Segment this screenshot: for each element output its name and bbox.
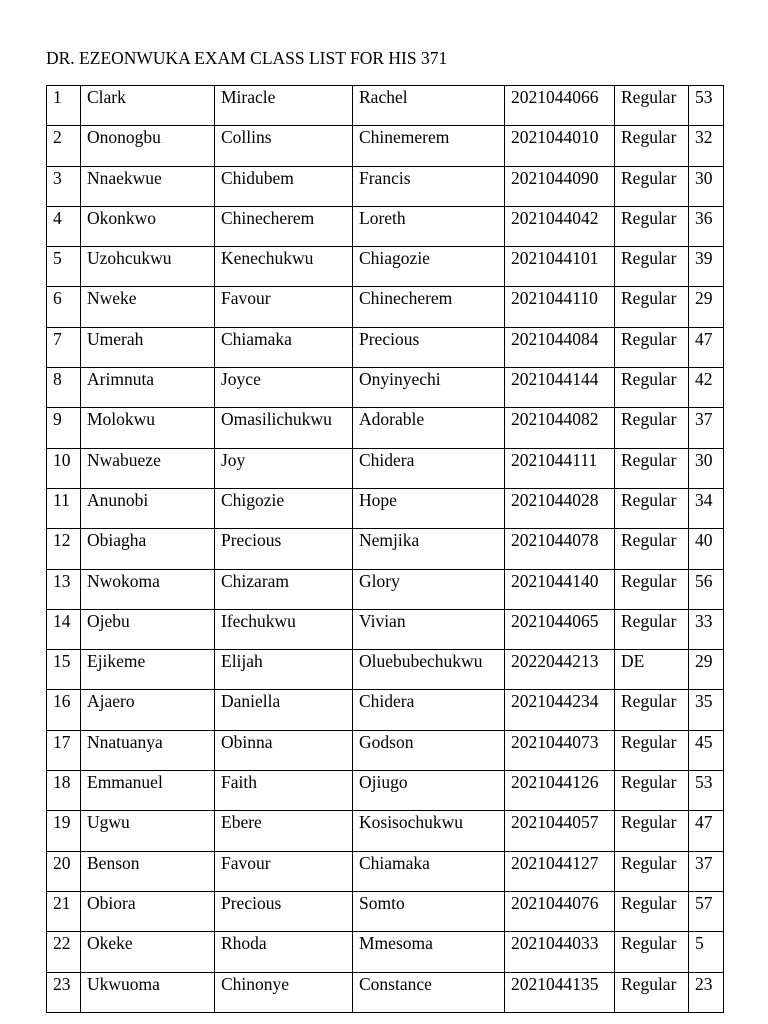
table-row bbox=[47, 972, 724, 1012]
serial-number-cell: 23 bbox=[47, 972, 81, 1012]
middle-name-cell: Vivian bbox=[353, 609, 505, 649]
middle-name-cell: Mmesoma bbox=[353, 932, 505, 972]
surname-cell: Nwokoma bbox=[81, 569, 215, 609]
surname-cell: Clark bbox=[81, 86, 215, 126]
first-name-cell: Chinonye bbox=[215, 972, 353, 1012]
table-row bbox=[47, 730, 724, 770]
surname-cell: Umerah bbox=[81, 327, 215, 367]
score-cell: 5 bbox=[689, 932, 724, 972]
mode-cell: Regular bbox=[615, 488, 689, 528]
middle-name-cell: Precious bbox=[353, 327, 505, 367]
serial-number-cell: 6 bbox=[47, 287, 81, 327]
table-row bbox=[47, 408, 724, 448]
serial-number-cell: 14 bbox=[47, 609, 81, 649]
first-name-cell: Elijah bbox=[215, 650, 353, 690]
middle-name-cell: Chinemerem bbox=[353, 126, 505, 166]
score-cell: 30 bbox=[689, 166, 724, 206]
mode-cell: Regular bbox=[615, 690, 689, 730]
surname-cell: Okonkwo bbox=[81, 206, 215, 246]
serial-number-cell: 3 bbox=[47, 166, 81, 206]
table-row bbox=[47, 287, 724, 327]
first-name-cell: Precious bbox=[215, 891, 353, 931]
mode-cell: Regular bbox=[615, 247, 689, 287]
surname-cell: Okeke bbox=[81, 932, 215, 972]
score-cell: 47 bbox=[689, 811, 724, 851]
middle-name-cell: Chidera bbox=[353, 690, 505, 730]
mode-cell: Regular bbox=[615, 609, 689, 649]
middle-name-cell: Kosisochukwu bbox=[353, 811, 505, 851]
middle-name-cell: Chidera bbox=[353, 448, 505, 488]
table-row bbox=[47, 851, 724, 891]
first-name-cell: Rhoda bbox=[215, 932, 353, 972]
score-cell: 29 bbox=[689, 287, 724, 327]
reg-number-cell: 2022044213 bbox=[505, 650, 615, 690]
serial-number-cell: 2 bbox=[47, 126, 81, 166]
class-list-table bbox=[46, 85, 724, 1013]
reg-number-cell: 2021044033 bbox=[505, 932, 615, 972]
score-cell: 45 bbox=[689, 730, 724, 770]
score-cell: 35 bbox=[689, 690, 724, 730]
table-row bbox=[47, 247, 724, 287]
middle-name-cell: Nemjika bbox=[353, 529, 505, 569]
first-name-cell: Collins bbox=[215, 126, 353, 166]
reg-number-cell: 2021044234 bbox=[505, 690, 615, 730]
serial-number-cell: 8 bbox=[47, 368, 81, 408]
reg-number-cell: 2021044073 bbox=[505, 730, 615, 770]
surname-cell: Ejikeme bbox=[81, 650, 215, 690]
middle-name-cell: Onyinyechi bbox=[353, 368, 505, 408]
serial-number-cell: 21 bbox=[47, 891, 81, 931]
reg-number-cell: 2021044076 bbox=[505, 891, 615, 931]
score-cell: 42 bbox=[689, 368, 724, 408]
serial-number-cell: 18 bbox=[47, 771, 81, 811]
surname-cell: Nweke bbox=[81, 287, 215, 327]
mode-cell: Regular bbox=[615, 86, 689, 126]
serial-number-cell: 22 bbox=[47, 932, 81, 972]
table-row bbox=[47, 86, 724, 126]
reg-number-cell: 2021044090 bbox=[505, 166, 615, 206]
score-cell: 23 bbox=[689, 972, 724, 1012]
reg-number-cell: 2021044065 bbox=[505, 609, 615, 649]
surname-cell: Anunobi bbox=[81, 488, 215, 528]
table-row bbox=[47, 529, 724, 569]
score-cell: 56 bbox=[689, 569, 724, 609]
mode-cell: Regular bbox=[615, 932, 689, 972]
surname-cell: Ugwu bbox=[81, 811, 215, 851]
serial-number-cell: 11 bbox=[47, 488, 81, 528]
surname-cell: Obiora bbox=[81, 891, 215, 931]
reg-number-cell: 2021044126 bbox=[505, 771, 615, 811]
reg-number-cell: 2021044110 bbox=[505, 287, 615, 327]
first-name-cell: Miracle bbox=[215, 86, 353, 126]
surname-cell: Obiagha bbox=[81, 529, 215, 569]
serial-number-cell: 12 bbox=[47, 529, 81, 569]
first-name-cell: Ifechukwu bbox=[215, 609, 353, 649]
mode-cell: Regular bbox=[615, 529, 689, 569]
first-name-cell: Precious bbox=[215, 529, 353, 569]
serial-number-cell: 20 bbox=[47, 851, 81, 891]
surname-cell: Emmanuel bbox=[81, 771, 215, 811]
middle-name-cell: Francis bbox=[353, 166, 505, 206]
first-name-cell: Daniella bbox=[215, 690, 353, 730]
table-row bbox=[47, 166, 724, 206]
middle-name-cell: Godson bbox=[353, 730, 505, 770]
mode-cell: Regular bbox=[615, 287, 689, 327]
first-name-cell: Favour bbox=[215, 851, 353, 891]
first-name-cell: Kenechukwu bbox=[215, 247, 353, 287]
middle-name-cell: Chiamaka bbox=[353, 851, 505, 891]
table-row bbox=[47, 690, 724, 730]
mode-cell: Regular bbox=[615, 972, 689, 1012]
table-row bbox=[47, 126, 724, 166]
first-name-cell: Joy bbox=[215, 448, 353, 488]
reg-number-cell: 2021044066 bbox=[505, 86, 615, 126]
score-cell: 53 bbox=[689, 771, 724, 811]
reg-number-cell: 2021044101 bbox=[505, 247, 615, 287]
mode-cell: Regular bbox=[615, 569, 689, 609]
reg-number-cell: 2021044144 bbox=[505, 368, 615, 408]
surname-cell: Molokwu bbox=[81, 408, 215, 448]
first-name-cell: Chiamaka bbox=[215, 327, 353, 367]
reg-number-cell: 2021044078 bbox=[505, 529, 615, 569]
score-cell: 47 bbox=[689, 327, 724, 367]
table-body bbox=[47, 86, 724, 1013]
serial-number-cell: 10 bbox=[47, 448, 81, 488]
mode-cell: Regular bbox=[615, 891, 689, 931]
serial-number-cell: 17 bbox=[47, 730, 81, 770]
surname-cell: Nwabueze bbox=[81, 448, 215, 488]
score-cell: 53 bbox=[689, 86, 724, 126]
reg-number-cell: 2021044082 bbox=[505, 408, 615, 448]
score-cell: 37 bbox=[689, 851, 724, 891]
middle-name-cell: Rachel bbox=[353, 86, 505, 126]
serial-number-cell: 5 bbox=[47, 247, 81, 287]
first-name-cell: Omasilichukwu bbox=[215, 408, 353, 448]
table-row bbox=[47, 650, 724, 690]
surname-cell: Arimnuta bbox=[81, 368, 215, 408]
middle-name-cell: Oluebubechukwu bbox=[353, 650, 505, 690]
mode-cell: Regular bbox=[615, 811, 689, 851]
serial-number-cell: 13 bbox=[47, 569, 81, 609]
mode-cell: Regular bbox=[615, 730, 689, 770]
table-row bbox=[47, 932, 724, 972]
surname-cell: Uzohcukwu bbox=[81, 247, 215, 287]
serial-number-cell: 15 bbox=[47, 650, 81, 690]
surname-cell: Nnaekwue bbox=[81, 166, 215, 206]
surname-cell: Ajaero bbox=[81, 690, 215, 730]
middle-name-cell: Somto bbox=[353, 891, 505, 931]
middle-name-cell: Adorable bbox=[353, 408, 505, 448]
mode-cell: Regular bbox=[615, 448, 689, 488]
reg-number-cell: 2021044135 bbox=[505, 972, 615, 1012]
score-cell: 32 bbox=[689, 126, 724, 166]
mode-cell: DE bbox=[615, 650, 689, 690]
first-name-cell: Favour bbox=[215, 287, 353, 327]
surname-cell: Ojebu bbox=[81, 609, 215, 649]
score-cell: 33 bbox=[689, 609, 724, 649]
score-cell: 40 bbox=[689, 529, 724, 569]
first-name-cell: Faith bbox=[215, 771, 353, 811]
table-row bbox=[47, 488, 724, 528]
surname-cell: Benson bbox=[81, 851, 215, 891]
middle-name-cell: Glory bbox=[353, 569, 505, 609]
first-name-cell: Obinna bbox=[215, 730, 353, 770]
score-cell: 57 bbox=[689, 891, 724, 931]
reg-number-cell: 2021044140 bbox=[505, 569, 615, 609]
serial-number-cell: 16 bbox=[47, 690, 81, 730]
reg-number-cell: 2021044042 bbox=[505, 206, 615, 246]
score-cell: 34 bbox=[689, 488, 724, 528]
table-row bbox=[47, 206, 724, 246]
table-row bbox=[47, 327, 724, 367]
mode-cell: Regular bbox=[615, 771, 689, 811]
reg-number-cell: 2021044084 bbox=[505, 327, 615, 367]
middle-name-cell: Chiagozie bbox=[353, 247, 505, 287]
serial-number-cell: 9 bbox=[47, 408, 81, 448]
page-title: DR. EZEONWUKA EXAM CLASS LIST FOR HIS 371 bbox=[46, 48, 448, 68]
first-name-cell: Joyce bbox=[215, 368, 353, 408]
table-row bbox=[47, 448, 724, 488]
first-name-cell: Chizaram bbox=[215, 569, 353, 609]
reg-number-cell: 2021044028 bbox=[505, 488, 615, 528]
score-cell: 36 bbox=[689, 206, 724, 246]
reg-number-cell: 2021044057 bbox=[505, 811, 615, 851]
mode-cell: Regular bbox=[615, 408, 689, 448]
score-cell: 30 bbox=[689, 448, 724, 488]
table-row bbox=[47, 771, 724, 811]
middle-name-cell: Constance bbox=[353, 972, 505, 1012]
table-row bbox=[47, 368, 724, 408]
middle-name-cell: Hope bbox=[353, 488, 505, 528]
serial-number-cell: 19 bbox=[47, 811, 81, 851]
surname-cell: Ononogbu bbox=[81, 126, 215, 166]
surname-cell: Nnatuanya bbox=[81, 730, 215, 770]
mode-cell: Regular bbox=[615, 126, 689, 166]
first-name-cell: Chigozie bbox=[215, 488, 353, 528]
score-cell: 29 bbox=[689, 650, 724, 690]
middle-name-cell: Loreth bbox=[353, 206, 505, 246]
table-row bbox=[47, 811, 724, 851]
mode-cell: Regular bbox=[615, 166, 689, 206]
surname-cell: Ukwuoma bbox=[81, 972, 215, 1012]
score-cell: 39 bbox=[689, 247, 724, 287]
mode-cell: Regular bbox=[615, 327, 689, 367]
reg-number-cell: 2021044127 bbox=[505, 851, 615, 891]
mode-cell: Regular bbox=[615, 851, 689, 891]
serial-number-cell: 1 bbox=[47, 86, 81, 126]
mode-cell: Regular bbox=[615, 206, 689, 246]
first-name-cell: Chidubem bbox=[215, 166, 353, 206]
table-row bbox=[47, 891, 724, 931]
middle-name-cell: Ojiugo bbox=[353, 771, 505, 811]
first-name-cell: Ebere bbox=[215, 811, 353, 851]
table-row bbox=[47, 609, 724, 649]
serial-number-cell: 7 bbox=[47, 327, 81, 367]
mode-cell: Regular bbox=[615, 368, 689, 408]
reg-number-cell: 2021044010 bbox=[505, 126, 615, 166]
middle-name-cell: Chinecherem bbox=[353, 287, 505, 327]
first-name-cell: Chinecherem bbox=[215, 206, 353, 246]
reg-number-cell: 2021044111 bbox=[505, 448, 615, 488]
score-cell: 37 bbox=[689, 408, 724, 448]
serial-number-cell: 4 bbox=[47, 206, 81, 246]
table-row bbox=[47, 569, 724, 609]
